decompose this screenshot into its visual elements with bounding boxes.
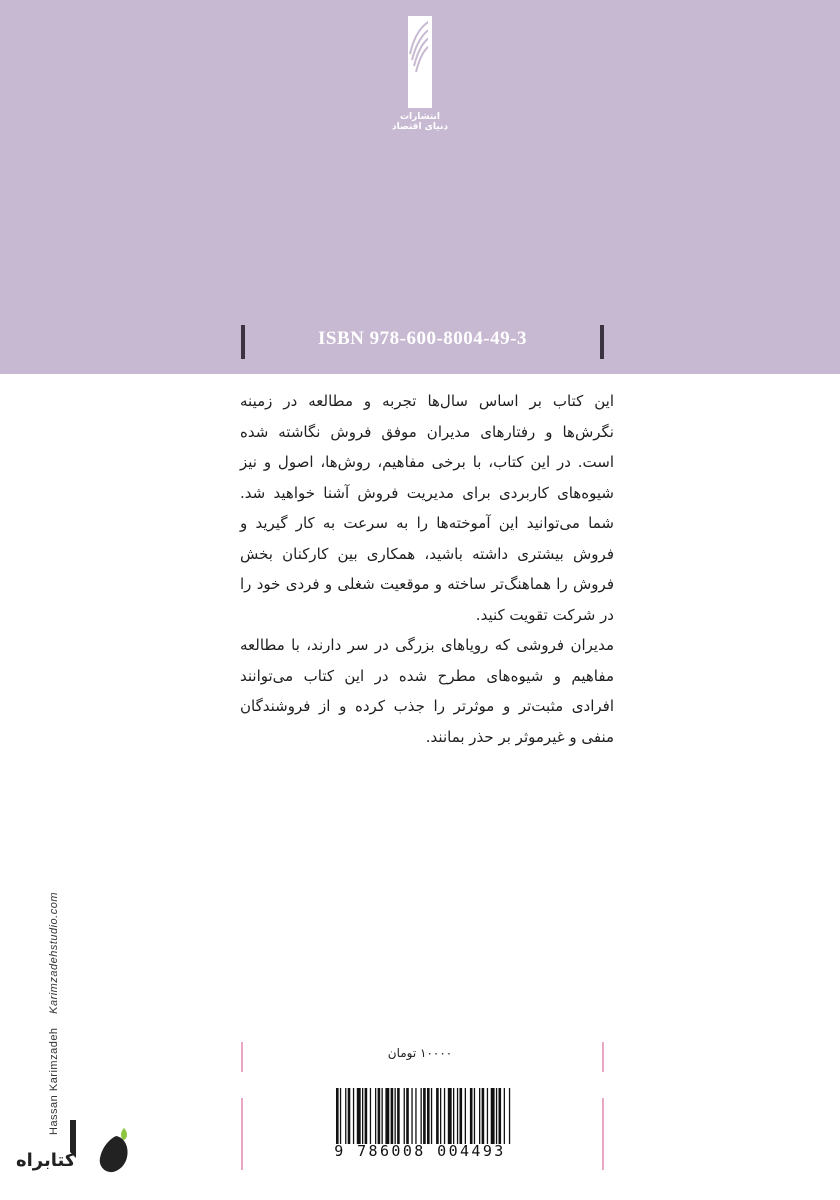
barcode-bar bbox=[423, 1088, 426, 1144]
barcode-bar bbox=[382, 1088, 383, 1144]
barcode-bar bbox=[406, 1088, 409, 1144]
isbn-number: ISBN 978-600-8004-49-3 bbox=[318, 328, 527, 349]
barcode-bar bbox=[385, 1088, 389, 1144]
barcode-bar bbox=[336, 1088, 339, 1144]
barcode-rule-right bbox=[602, 1098, 604, 1170]
barcode-bar bbox=[457, 1088, 458, 1144]
barcode-bar bbox=[465, 1088, 466, 1144]
publisher-name-line2: دنیای اقتصاد bbox=[392, 122, 448, 132]
brand-name: کتابراه bbox=[16, 1150, 76, 1171]
barcode-bar bbox=[460, 1088, 463, 1144]
barcode-bar bbox=[479, 1088, 480, 1144]
barcode-bar bbox=[357, 1088, 361, 1144]
cover-top-band bbox=[0, 0, 840, 374]
barcode-bar bbox=[470, 1088, 473, 1144]
designer-credit bbox=[48, 891, 60, 1135]
barcode-bar bbox=[444, 1088, 445, 1144]
barcode-bar bbox=[411, 1088, 412, 1144]
isbn-rule-right bbox=[600, 325, 604, 359]
barcode-bar bbox=[474, 1088, 475, 1144]
designer-name: Hassan Karimzadeh bbox=[48, 1027, 60, 1135]
description-paragraph-1: این کتاب بر اساس سال‌ها تجربه و مطالعه در زمینه نگرش‌ها و رفتارهای مدیران موفق فروش نگاشته شده است. در این کتاب، با برخی مفاهیم، روش‌ها، اصول و نیز شیوه‌های کاربردی برای مدیریت فروش آشنا خواهید شد. شما می‌توانید این آموخته‌ها را به سرعت به کار گیرید و فروش بیشتری داشته باشید، همکاری بین کارکنان بخش فروش را هماهنگ‌تر ساخته و موقعیت شغلی و فردی خود را در شرکت تقویت کنید. bbox=[240, 392, 614, 624]
barcode-bar bbox=[353, 1088, 354, 1144]
price-label: ۱۰۰۰۰ تومان bbox=[387, 1046, 453, 1060]
publisher-logo bbox=[392, 14, 448, 134]
barcode-bar bbox=[345, 1088, 346, 1144]
barcode-bar bbox=[348, 1088, 351, 1144]
barcode-bar bbox=[448, 1088, 452, 1144]
publisher-name-line1: انتشارات bbox=[400, 112, 440, 122]
barcode-bar bbox=[427, 1088, 430, 1144]
barcode-bar bbox=[340, 1088, 341, 1144]
barcode-bar bbox=[453, 1088, 454, 1144]
description-paragraph-2: مدیران فروشی که رویاهای بزرگی در سر دارند، با مطالعه مفاهیم و شیوه‌های مطرح شده در این کتاب می‌توانند افرادی مثبت‌تر و موثرتر را جذب کرده و از فروشندگان منفی و غیرموثر بر حذر بمانند. bbox=[240, 636, 614, 746]
barcode-bar bbox=[421, 1088, 422, 1144]
barcode-bar bbox=[440, 1088, 441, 1144]
barcode-bar bbox=[499, 1088, 502, 1144]
barcode-bar bbox=[431, 1088, 432, 1144]
barcode-bar bbox=[391, 1088, 394, 1144]
price-rule-right bbox=[602, 1042, 604, 1072]
barcode-digits: 9 786008 004493 bbox=[334, 1142, 506, 1160]
barcode-bar bbox=[491, 1088, 495, 1144]
barcode-bar bbox=[397, 1088, 400, 1144]
barcode-bar bbox=[487, 1088, 488, 1144]
barcode-bar bbox=[415, 1088, 416, 1144]
price-rule-left bbox=[241, 1042, 243, 1072]
barcode-bar bbox=[375, 1088, 376, 1144]
barcode-bar bbox=[482, 1088, 485, 1144]
publisher-logo-icon bbox=[392, 14, 448, 110]
barcode-bar bbox=[378, 1088, 381, 1144]
barcode-bar bbox=[509, 1088, 510, 1144]
barcode-rule-left bbox=[241, 1098, 243, 1170]
barcode-bar bbox=[496, 1088, 497, 1144]
book-description bbox=[240, 386, 614, 752]
barcode-bar bbox=[504, 1088, 505, 1144]
barcode-bar bbox=[436, 1088, 439, 1144]
barcode-bar bbox=[362, 1088, 363, 1144]
barcode-bar bbox=[370, 1088, 371, 1144]
barcode-bar bbox=[395, 1088, 396, 1144]
barcode-bar bbox=[365, 1088, 368, 1144]
designer-site: Karimzadehstudio.com bbox=[48, 891, 60, 1014]
barcode-bar bbox=[404, 1088, 405, 1144]
